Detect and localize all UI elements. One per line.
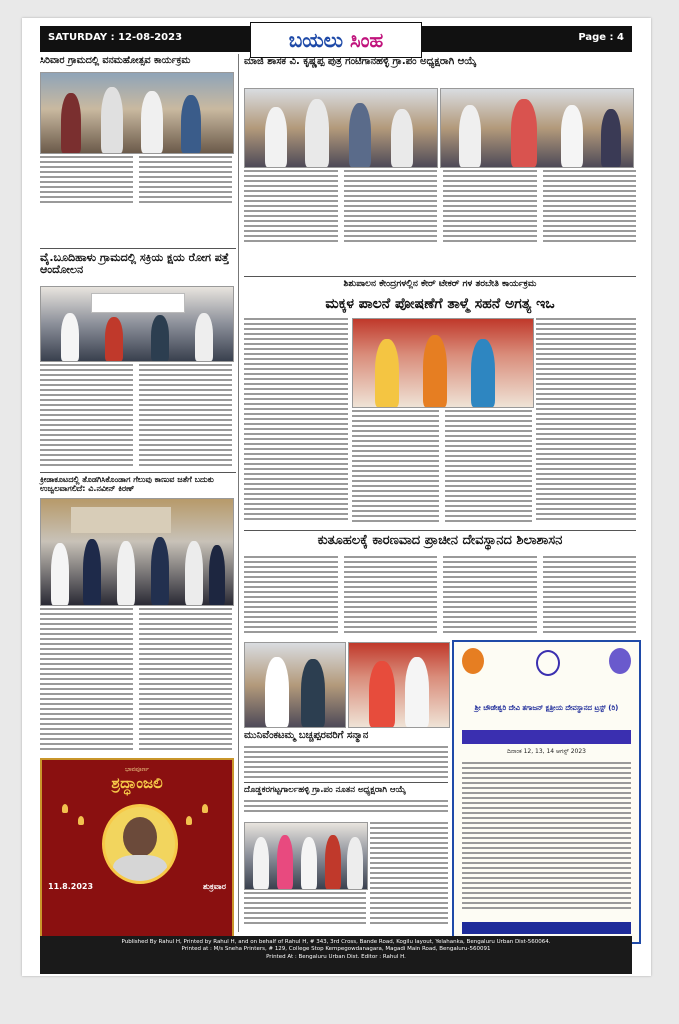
page-number: Page : 4 <box>578 32 624 43</box>
subheadline-caretaker: ಮಕ್ಕಳ ಪಾಲನೆ ಪೋಷಣೆಗೆ ತಾಳ್ಮೆ ಸಹನೆ ಅಗತ್ಯ ಇಒ <box>325 296 555 312</box>
imprint-line-2: Printed at : M/s Sneha Printers, # 129, College Stop Kempegowdanagara, Magadi Main Road, Bengaluru-560091 <box>181 946 491 953</box>
imprint-line-3: Printed At : Bengaluru Urban Dist. Editor : Rahul H. <box>266 953 406 960</box>
photo-doddakaragatta <box>244 822 368 890</box>
tribute-portrait <box>102 804 178 884</box>
text-caretaker-col3 <box>536 318 636 526</box>
photo-krishnappa-2 <box>440 88 634 168</box>
imprint-footer <box>40 936 632 974</box>
text-sports-meet <box>40 608 232 754</box>
temple-advert <box>452 640 641 944</box>
headline-tb-campaign: ವೈ.ಬೂದಿಹಾಳು ಗ್ರಾಮದಲ್ಲಿ ಸಕ್ರಿಯ ಕ್ಷಯ ರೋಗ ಪತ್ತೆ ಆಂದೋಲನ <box>40 251 230 277</box>
text-caretaker-col2 <box>352 410 532 526</box>
tribute-title: ಶ್ರದ್ಧಾಂಜಲಿ <box>111 774 163 792</box>
text-doddakaragatta-col1 <box>244 892 366 930</box>
advert-bar <box>462 730 631 744</box>
headline-inscription: ಕುತೂಹಲಕ್ಕೆ ಕಾರಣವಾದ ಪ್ರಾಚೀನ ದೇವಸ್ಥಾನದ ಶಿಲಾಶಾಸನ <box>317 533 563 548</box>
text-inscription <box>244 556 636 636</box>
text-munivenkatamma <box>244 746 448 780</box>
photo-felicitation-2 <box>348 642 450 728</box>
advert-footer-bar <box>462 922 631 934</box>
imprint-line-1: Published By Rahul H, Printed by Rahul H, and on behalf of Rahul H, # 343, 3rd Cross, Bande Road, Kogilu layout, Yelahanka, Bengaluru Urban Dist-560064. <box>121 939 551 945</box>
advert-title: ಶ್ರೀ ಚೌಡೇಶ್ವರಿ ದೇವಿ ತಗಾಜನ್ ಕ್ಷತ್ರೀಯ ದೇವಸ್ಥಾನದ ಟ್ರಸ್ಟ್ (ರಿ) <box>474 704 619 712</box>
photo-caretaker-training <box>352 318 534 408</box>
tribute-label: ಭಾವಪೂರ್ಣ <box>125 766 149 773</box>
headline-munivenkatamma: ಮುನಿವೆಂಕಟಮ್ಮ ಬಚ್ಚಪ್ಪರವರಿಗೆ ಸನ್ಮಾನ <box>244 730 369 741</box>
headline-caretaker-training: ಶಿಶುಪಾಲನ ಕೇಂದ್ರಗಳಲ್ಲಿನ ಕೇರ್ ಟೇಕರ್ ಗಳ ತರಬೇತಿ ಕಾರ್ಯಕ್ರಮ <box>343 279 537 289</box>
headline-krishnappa: ಮಾಜಿ ಶಾಸಕ ವಿ. ಕೃಷ್ಣಪ್ಪ ಪುತ್ರ ಗಂಟಿಗಾನಹಳ್ಳಿ ಗ್ರಾ.ಪಂ ಅಧ್ಯಕ್ಷರಾಗಿ ಆಯ್ಕೆ <box>244 56 477 67</box>
text-doddakaragatta-intro <box>244 800 448 818</box>
photo-felicitation-1 <box>244 642 346 728</box>
deity-icon <box>462 648 484 674</box>
issue-date: SATURDAY : 12-08-2023 <box>48 32 183 43</box>
photo-sirivara <box>40 72 234 154</box>
headline-sports-meet: ಕ್ರೀಡಾಕೂಟದಲ್ಲಿ ತೊಡಗಿಸಿಕೊಂಡಾಗ ಗೆಲುವು ಕಾಣುವ ಜತೆಗೆ ಬದುಕು ಉಜ್ವಲವಾಗಲಿದೆ: ವಿ.ನವೀನ್ ಕಿರಣ್ <box>40 475 214 493</box>
advert-dates: ದಿನಾಂಕ 12, 13, 14 ಆಗಸ್ಟ್ 2023 <box>507 748 586 755</box>
goddess-icon <box>609 648 631 674</box>
photo-krishnappa-1 <box>244 88 438 168</box>
column-divider <box>238 54 239 932</box>
tribute-date: 11.8.2023 <box>48 882 94 891</box>
tribute-day: ಶುಕ್ರವಾರ <box>202 882 226 891</box>
photo-tb-campaign <box>40 286 234 362</box>
photo-sports-meet <box>40 498 234 606</box>
emblem-icon <box>536 650 560 676</box>
headline-doddakaragatta: ದೊಡ್ಡಕರಗಟ್ಟಗಾರ್ಲಹಳ್ಳಿ ಗ್ರಾ.ಪಂ ನೂತನ ಅಧ್ಯಕ್ಷರಾಗಿ ಆಯ್ಕೆ <box>244 785 406 795</box>
advert-body <box>462 762 631 912</box>
masthead <box>40 26 632 52</box>
text-tb-campaign <box>40 364 232 470</box>
text-doddakaragatta-col2 <box>370 822 448 930</box>
newspaper-title <box>250 22 422 58</box>
headline-sirivara: ಸಿರಿವಾರ ಗ್ರಾಮದಲ್ಲಿ ವನಮಹೋತ್ಸವ ಕಾರ್ಯಕ್ರಮ <box>40 55 191 66</box>
text-sirivara <box>40 156 232 248</box>
newspaper-title-part2: ಸಿಂಹ <box>349 28 384 52</box>
newspaper-title-part1: ಬಯಲು <box>288 28 343 52</box>
text-caretaker-col1 <box>244 318 348 526</box>
text-krishnappa <box>244 170 636 274</box>
tribute-ad <box>40 758 234 942</box>
newspaper-page <box>22 18 651 976</box>
